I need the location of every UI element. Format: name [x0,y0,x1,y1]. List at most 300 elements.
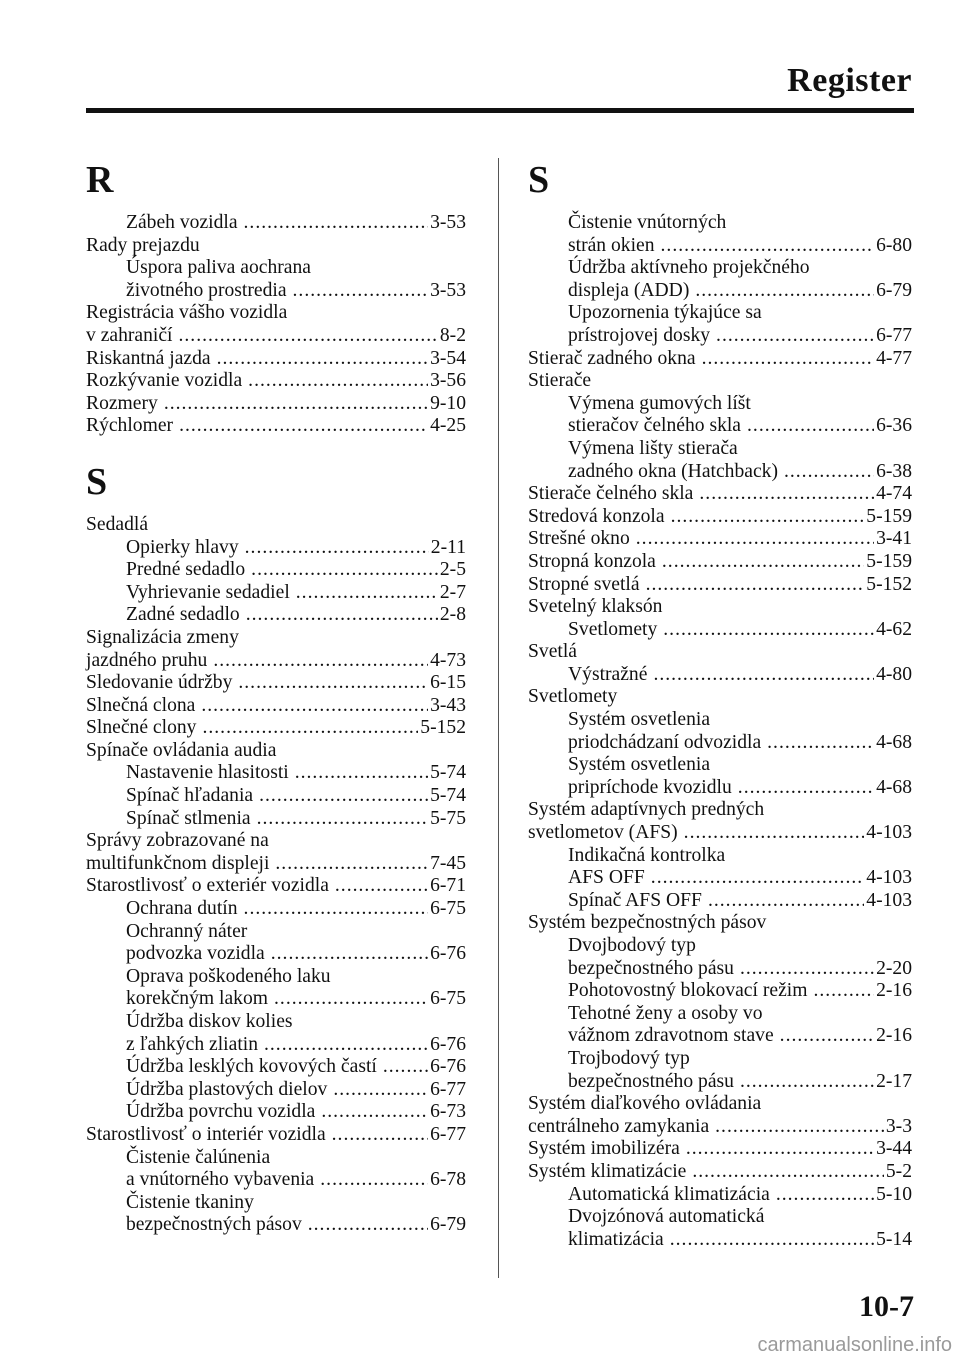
index-entry [528,890,912,913]
dot-leader [335,875,428,898]
index-entry-label: vážnom zdravotnom stave [568,1025,774,1047]
dot-leader [202,717,418,740]
index-entry-label: Automatická klimatizácia [568,1183,770,1205]
index-entry-label: Predné sedadlo [126,559,246,581]
index-entry [528,212,912,235]
index-entry-label: z ľahkých zliatin [126,1033,258,1055]
index-entry [86,280,466,303]
index-entry [528,822,912,845]
index-entry-label: Riskantná jazda [86,347,211,369]
index-entry [528,415,912,438]
index-entry-page: 7-45 [430,852,466,874]
index-entry-label: Systém osvetlenia [568,709,711,731]
index-entry [528,574,912,597]
index-entry-label: Stropná konzola [528,550,656,572]
index-entry [86,672,466,695]
dot-leader [702,348,875,371]
index-entry-label: Ochrana dutín [126,898,238,920]
index-entry-page: 5-14 [876,1228,912,1250]
dot-leader [179,415,428,438]
index-entry [86,1192,466,1215]
index-entry-page: 3-44 [876,1138,912,1160]
index-entry [528,348,912,371]
index-entry-label: Stredová konzola [528,505,665,527]
index-entry [528,777,912,800]
index-entry-label: Stierače čelného skla [528,483,694,505]
dot-leader [767,732,874,755]
index-entry [86,1034,466,1057]
index-entry-page: 6-73 [430,1101,466,1123]
index-entry-label: Pohotovostný blokovací režim [568,980,808,1002]
index-entry-page: 4-77 [876,347,912,369]
header-rule [86,108,914,113]
index-entry [86,740,466,763]
index-entry [528,325,912,348]
index-entry-label: Čistenie čalúnenia [126,1146,271,1168]
index-entry [86,537,466,560]
index-entry [528,732,912,755]
index-entry-page: 2-8 [439,604,466,626]
index-entry-page: 5-75 [430,807,466,829]
dot-leader [274,988,428,1011]
dot-leader [275,853,428,876]
index-entry-label: Údržba diskov kolies [126,1011,293,1032]
index-entry-page: 4-103 [866,822,912,844]
index-entry-label: bezpečnostných pásov [126,1214,302,1236]
index-entry [528,1184,912,1207]
index-entry-label: Strešné okno [528,528,630,550]
index-entry-label: Spínač hľadania [126,785,254,807]
dot-leader [646,574,865,597]
dot-leader [661,235,875,258]
section-spacer [86,438,466,452]
index-entry [86,830,466,853]
index-entry [528,664,912,687]
index-entry [86,717,466,740]
index-entry [86,650,466,673]
index-entry [528,1093,912,1116]
index-entry-label: Svetlá [528,641,577,663]
index-entry [86,582,466,605]
index-entry-label: strán okien [568,234,655,256]
dot-leader [651,867,864,890]
index-entry-label: Rýchlomer [86,415,174,437]
index-entry-label: klimatizácia [568,1228,664,1250]
index-entry [528,1206,912,1229]
index-entry [86,762,466,785]
index-entry-label: jazdného pruhu [86,649,208,671]
index-entry-label: Údržba povrchu vozidla [126,1101,316,1123]
index-entry-label: Údržba aktívneho projekčného [568,257,810,279]
index-entry-label: Rozmery [86,392,158,414]
page-title: Register [787,62,912,99]
index-entry [86,393,466,416]
dot-leader [238,672,428,695]
index-entry-page: 6-75 [430,898,466,920]
dot-leader [308,1214,428,1237]
index-entry [528,845,912,868]
index-entry-page: 6-15 [430,672,466,694]
index-entry-page: 6-71 [430,875,466,897]
index-entry-page: 6-77 [876,324,912,346]
index-entry-label: bezpečnostného pásu [568,957,734,979]
index-entry-label: Svetelný klaksón [528,596,663,618]
dot-leader [671,506,865,529]
index-entry-label: a vnútorného vybavenia [126,1169,315,1191]
index-entry-page: 9-10 [430,392,466,414]
index-entry [528,1161,912,1184]
dot-leader [776,1184,874,1207]
index-entry-page: 4-103 [866,867,912,889]
index-entry-label: Svetlomety [568,618,658,640]
dot-leader [636,528,874,551]
dot-leader [738,777,874,800]
index-entry [528,528,912,551]
index-entry-label: pripríchode kvozidlu [568,776,732,798]
index-entry-page: 4-62 [876,618,912,640]
dot-leader [747,415,874,438]
dot-leader [246,604,438,627]
index-entry-page: 6-76 [430,1033,466,1055]
dot-leader [244,212,429,235]
index-entry-page: 2-16 [876,1025,912,1047]
dot-leader [686,1138,874,1161]
dot-leader [716,325,874,348]
dot-leader [715,1116,884,1139]
index-entry-page: 3-41 [876,528,912,550]
index-entry [528,641,912,664]
index-entry-page: 4-74 [876,483,912,505]
index-entry [86,921,466,944]
index-entry-label: Spínač stlmenia [126,807,251,829]
dot-leader [179,325,438,348]
index-entry [528,754,912,777]
index-entry [528,799,912,822]
index-entry [528,1138,912,1161]
index-entry-label: Starostlivosť o exteriér vozidla [86,875,329,897]
index-entry [528,709,912,732]
index-entry-label: Výmena lišty stierača [568,437,738,459]
index-entry-page: 6-76 [430,943,466,965]
dot-leader [248,370,428,393]
index-entry [86,1079,466,1102]
index-entry-label: Tehotné ženy a osoby vo [568,1002,763,1024]
index-entry-page: 6-77 [430,1123,466,1145]
index-column-right [528,150,912,1251]
index-entry-page: 5-159 [866,505,912,527]
index-entry [86,1056,466,1079]
index-entry-page: 5-152 [866,573,912,595]
index-entry-label: displeja (ADD) [568,279,690,301]
index-entry [86,1011,466,1034]
index-entry-page: 3-53 [430,212,466,233]
index-entry-page: 4-68 [876,776,912,798]
dot-leader [662,551,864,574]
index-entry [86,257,466,280]
index-entry [528,1048,912,1071]
dot-leader [201,695,428,718]
index-entry-label: Systém diaľkového ovládania [528,1093,762,1115]
index-entry-label: Rady prejazdu [86,234,200,256]
index-entry-page: 2-11 [430,536,466,558]
index-entry [86,1147,466,1170]
index-entry-label: v zahraničí [86,324,173,346]
page-number: 10-7 [859,1290,914,1323]
dot-leader [264,1034,428,1057]
index-entry [86,1101,466,1124]
index-entry-page: 4-103 [866,889,912,911]
index-entry-page: 2-17 [876,1070,912,1092]
index-entry-page: 3-3 [885,1115,912,1137]
index-entry-label: Spínač AFS OFF [568,889,702,911]
index-entry-label: Signalizácia zmeny [86,626,239,648]
index-entry [86,785,466,808]
index-entry-page: 6-38 [876,460,912,482]
dot-leader [321,1101,428,1124]
dot-leader [296,582,438,605]
index-entry-label: Trojbodový typ [568,1047,690,1069]
index-entry-label: korekčným lakom [126,988,269,1010]
dot-leader [780,1025,874,1048]
index-entry-label: Rozkývanie vozidla [86,370,243,392]
index-entry-page: 6-80 [876,234,912,256]
index-entry [528,257,912,280]
index-entry-page: 6-77 [430,1078,466,1100]
dot-leader [663,619,874,642]
dot-leader [653,664,874,687]
index-entry-label: Čistenie tkaniny [126,1191,254,1213]
index-entry-label: prístrojovej dosky [568,324,711,346]
index-entry-label: AFS OFF [568,867,645,889]
watermark: carmanualsonline.info [757,1334,952,1356]
index-entry [86,695,466,718]
index-entry-label: Nastavenie hlasitosti [126,762,289,784]
index-entry-page: 6-79 [876,279,912,301]
dot-leader [213,650,428,673]
index-entry [528,958,912,981]
index-entry [86,415,466,438]
index-entry-page: 3-53 [430,279,466,301]
index-entry-page: 5-10 [876,1183,912,1205]
index-entry-label: Stierač zadného okna [528,347,696,369]
index-entry-label: Úspora paliva aochrana [126,257,311,279]
index-entry-label: Výmena gumových líšt [568,392,751,414]
index-entry-page: 5-159 [866,550,912,572]
index-entry-label: Systém klimatizácie [528,1160,687,1182]
index-entry-label: Vyhrievanie sedadiel [126,581,290,603]
dot-leader [259,785,428,808]
index-entry-label: Výstražné [568,663,648,685]
index-entry [86,325,466,348]
index-entry-page: 2-5 [439,559,466,581]
dot-leader [245,537,429,560]
index-entry-page: 2-7 [439,581,466,603]
index-entry-label: zadného okna (Hatchback) [568,460,778,482]
index-entry [528,280,912,303]
index-entry-page: 4-25 [430,415,466,437]
index-entry [86,898,466,921]
dot-leader [332,1124,428,1147]
index-entry-page: 3-54 [430,347,466,369]
index-entry-label: Systém adaptívnych predných [528,799,765,821]
index-entry-label: Čistenie vnútorných [568,212,727,233]
index-entry [528,980,912,1003]
dot-leader [684,822,865,845]
dot-leader [295,762,428,785]
index-entry-label: Spínače ovládania audia [86,739,277,761]
index-entry [86,302,466,325]
index-entry [528,596,912,619]
index-entry [528,461,912,484]
index-entry [86,943,466,966]
index-entry [528,551,912,574]
dot-leader [257,808,428,831]
index-entry-label: Údržba plastových dielov [126,1078,328,1100]
index-entry-label: Dvojzónová automatická [568,1206,765,1228]
section-letter: S [86,460,108,503]
index-entry-label: Starostlivosť o interiér vozidla [86,1123,326,1145]
index-entry-label: Systém bezpečnostných pásov [528,912,767,934]
dot-leader [164,393,428,416]
index-entry [86,235,466,258]
index-entry-label: Zadné sedadlo [126,604,240,626]
index-entry-label: Slnečné clony [86,717,197,739]
dot-leader [813,980,874,1003]
index-entry [86,212,466,235]
index-entry-page: 2-20 [876,957,912,979]
dot-leader [333,1079,428,1102]
dot-leader [670,1229,874,1252]
index-entry [86,1124,466,1147]
index-entry-label: podvozka vozidla [126,943,265,965]
index-entry [86,966,466,989]
index-entry [86,875,466,898]
index-entry-label: Stropné svetlá [528,573,640,595]
index-entry-page: 6-36 [876,415,912,437]
index-entry-label: stieračov čelného skla [568,415,742,437]
index-entry-page: 6-78 [430,1169,466,1191]
index-entry-label: multifunkčnom displeji [86,852,270,874]
index-entry [86,514,466,537]
index-entry [528,506,912,529]
dot-leader [695,280,874,303]
index-entry [86,627,466,650]
index-entry [528,302,912,325]
index-entry-page: 6-75 [430,988,466,1010]
section-letter: S [528,159,550,201]
dot-leader [708,890,864,913]
index-entry [528,1229,912,1252]
index-entry-page: 6-76 [430,1056,466,1078]
index-entry [86,370,466,393]
index-entry-label: Slnečná clona [86,694,196,716]
index-entry [528,912,912,935]
index-entry [528,1003,912,1026]
index-entry [86,988,466,1011]
index-entry [528,867,912,890]
index-entry-label: bezpečnostného pásu [568,1070,734,1092]
index-entry [528,1071,912,1094]
index-entry-label: svetlometov (AFS) [528,822,678,844]
index-entry-page: 5-74 [430,762,466,784]
index-entry [528,935,912,958]
index-entry-label: Stierače [528,370,592,392]
index-entry [528,1025,912,1048]
index-entry-page: 5-152 [420,717,466,739]
index-entry-label: Sedadlá [86,513,149,535]
index-entry [528,619,912,642]
dot-leader [784,461,874,484]
index-entry-label: Svetlomety [528,686,618,708]
index-entry-label: Správy zobrazované na [86,830,269,852]
index-entry [528,393,912,416]
dot-leader [320,1169,428,1192]
index-entry-label: životného prostredia [126,279,287,301]
index-column-left [86,150,466,1237]
index-entry [86,1214,466,1237]
index-entry [528,483,912,506]
column-divider [498,158,499,1278]
index-entry-label: Ochranný náter [126,920,248,942]
index-entry-label: Systém imobilizéra [528,1138,680,1160]
dot-leader [271,943,428,966]
dot-leader [699,483,874,506]
index-entry [86,348,466,371]
dot-leader [251,559,438,582]
index-entry [86,808,466,831]
index-entry-page: 2-16 [876,980,912,1002]
index-entry [528,1116,912,1139]
dot-leader [244,898,429,921]
index-entry [528,438,912,461]
index-entry-label: priodchádzaní odvozidla [568,731,762,753]
index-entry [86,853,466,876]
index-entry-label: Sledovanie údržby [86,672,233,694]
dot-leader [383,1056,428,1079]
index-entry [528,686,912,709]
index-entry-label: Systém osvetlenia [568,754,711,776]
index-entry-label: Údržba lesklých kovových častí [126,1056,377,1078]
section-letter: R [86,159,114,201]
index-entry [86,1169,466,1192]
index-entry-label: Zábeh vozidla [126,212,238,233]
dot-leader [740,1071,874,1094]
index-entry-page: 4-68 [876,731,912,753]
index-entry-page: 5-74 [430,785,466,807]
index-entry-label: Oprava poškodeného laku [126,965,331,987]
index-entry-page: 3-43 [430,694,466,716]
index-entry-label: Opierky hlavy [126,536,239,558]
dot-leader [293,280,429,303]
index-entry-page: 6-79 [430,1214,466,1236]
dot-leader [740,958,874,981]
index-entry [528,235,912,258]
index-entry-label: Indikačná kontrolka [568,844,726,866]
index-entry-page: 3-56 [430,370,466,392]
index-entry [86,559,466,582]
index-entry-label: centrálneho zamykania [528,1115,710,1137]
index-entry [86,604,466,627]
index-entry-page: 4-80 [876,663,912,685]
index-entry-label: Registrácia vášho vozidla [86,302,288,324]
index-entry-page: 5-2 [885,1160,912,1182]
index-entry-page: 4-73 [430,649,466,671]
dot-leader [692,1161,884,1184]
index-entry [528,370,912,393]
dot-leader [217,348,428,371]
index-entry-label: Upozornenia týkajúce sa [568,302,762,324]
index-entry-page: 8-2 [439,324,466,346]
